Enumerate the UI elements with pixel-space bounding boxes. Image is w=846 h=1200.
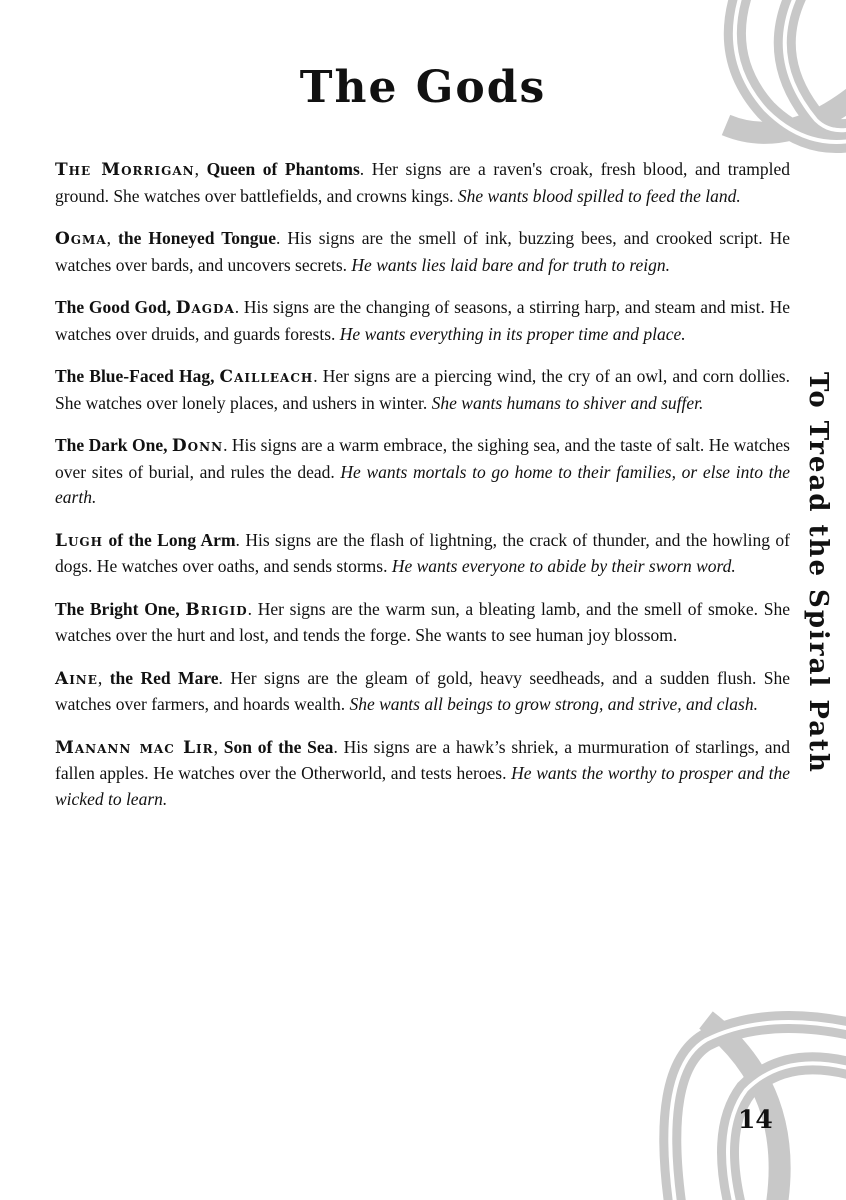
entry-want: He wants the worthy to prosper and the wicked to learn. bbox=[55, 763, 790, 809]
entry-prefix: The Good God, bbox=[55, 297, 176, 317]
celtic-knot-bottom-decoration bbox=[646, 1000, 846, 1200]
entry-body: . Her signs are the warm sun, a bleating lamb, and the smell of smoke. She watches over the hurt and lost, and tends the forge. She wants to see human joy blossom. bbox=[55, 598, 790, 645]
god-entry bbox=[55, 528, 790, 580]
page-number: 14 bbox=[738, 1105, 773, 1134]
entry-separator: , bbox=[213, 736, 224, 757]
god-name: Manann mac Lir bbox=[55, 737, 214, 758]
entry-body: . His signs are the changing of seasons, a stirring harp, and steam and mist. He watches over druids, and guards forests. bbox=[55, 297, 790, 344]
entry-want: He wants everyone to abide by their sworn word. bbox=[391, 556, 736, 576]
entry-body: . Her signs are a raven's croak, fresh blood, and trampled ground. She watches over battlefields, and crowns kings. bbox=[55, 159, 790, 206]
god-entry bbox=[55, 226, 790, 278]
entry-want: She wants all beings to grow strong, and strive, and clash. bbox=[349, 694, 758, 714]
god-epithet: the Red Mare bbox=[109, 667, 219, 688]
entry-body: . His signs are the smell of ink, buzzing bees, and crooked script. He watches over bards, and uncovers secrets. bbox=[55, 228, 790, 275]
god-epithet: Son of the Sea bbox=[223, 736, 334, 757]
entry-body: . Her signs are the gleam of gold, heavy seedheads, and a sudden flush. She watches over farmers, and hoards wealth. bbox=[55, 667, 791, 714]
god-name: Donn bbox=[171, 436, 224, 456]
entry-want: She wants blood spilled to feed the land. bbox=[457, 185, 741, 206]
gods-list bbox=[55, 157, 790, 829]
entry-want: He wants mortals to go home to their families, or else into the earth. bbox=[55, 461, 790, 507]
book-title-vertical: To Tread the Spiral Path bbox=[803, 372, 833, 774]
god-epithet: Queen of Phantoms bbox=[206, 159, 360, 179]
god-name: Brigid bbox=[185, 599, 248, 620]
page-title: The Gods bbox=[299, 62, 547, 113]
god-entry bbox=[55, 735, 790, 813]
god-entry bbox=[55, 597, 790, 649]
entry-separator: , bbox=[106, 228, 119, 248]
entry-want: He wants lies laid bare and for truth to reign. bbox=[351, 254, 670, 275]
entry-body: . His signs are a warm embrace, the sighing sea, and the taste of salt. He watches over sites of burial, and rules the dead. bbox=[55, 435, 790, 482]
entry-prefix: The Bright One, bbox=[55, 598, 186, 619]
entry-body: . His signs are a hawk’s shriek, a murmuration of starlings, and fallen apples. He watches over the Otherworld, and tests heroes. bbox=[55, 736, 790, 783]
entry-body: . His signs are the flash of lightning, the crack of thunder, and the howling of dogs. He watches over oaths, and sends storms. bbox=[55, 529, 790, 576]
entry-body: . Her signs are a piercing wind, the cry of an owl, and corn dollies. She watches over lonely places, and ushers in winter. bbox=[55, 366, 790, 413]
entry-separator: , bbox=[194, 159, 207, 179]
god-name: The Morrigan bbox=[55, 160, 195, 180]
entry-prefix: The Blue-Faced Hag, bbox=[55, 366, 220, 386]
entry-want: He wants everything in its proper time and place. bbox=[339, 323, 686, 344]
god-name: Aine bbox=[55, 668, 98, 689]
entry-separator: , bbox=[97, 667, 110, 688]
god-entry bbox=[55, 433, 790, 511]
god-epithet: of the Long Arm bbox=[108, 529, 236, 550]
god-epithet: the Honeyed Tongue bbox=[118, 228, 276, 248]
god-name: Dagda bbox=[175, 298, 235, 318]
god-entry bbox=[55, 364, 790, 416]
god-name: Cailleach bbox=[219, 367, 314, 387]
god-entry bbox=[55, 295, 790, 347]
god-name: Ogma bbox=[55, 229, 107, 249]
entry-want: She wants humans to shiver and suffer. bbox=[431, 392, 704, 413]
god-entry bbox=[55, 157, 790, 209]
god-entry bbox=[55, 666, 790, 718]
god-name: Lugh bbox=[55, 530, 104, 551]
entry-prefix: The Dark One, bbox=[55, 435, 172, 455]
